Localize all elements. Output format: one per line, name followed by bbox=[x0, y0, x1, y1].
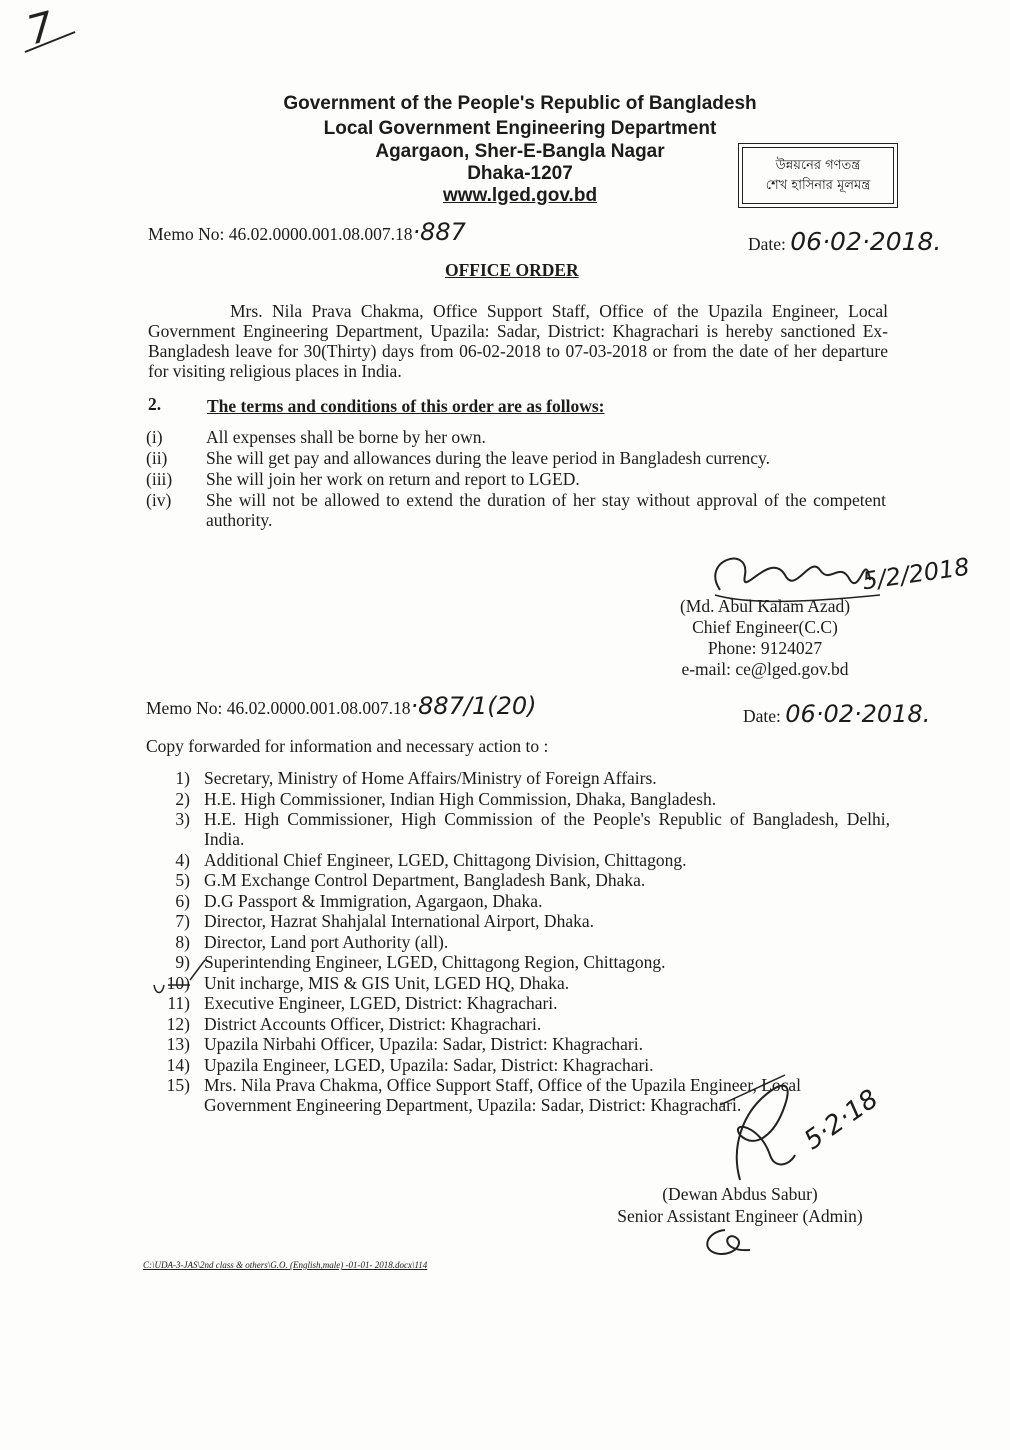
list-item bbox=[150, 911, 890, 931]
list-item-text: G.M Exchange Control Department, Bangladesh Bank, Dhaka. bbox=[204, 870, 646, 890]
memo1-handwritten: ·887 bbox=[412, 218, 466, 246]
list-item-text: Upazila Engineer, LGED, Upazila: Sadar, District: Khagrachari. bbox=[204, 1054, 654, 1075]
list-item-num: 14) bbox=[166, 1054, 190, 1075]
list-item bbox=[150, 952, 890, 972]
memo2-number bbox=[146, 692, 537, 720]
list-item-text: Superintending Engineer, LGED, Chittagong Region, Chittagong. bbox=[204, 952, 666, 972]
corner-mark: 7 bbox=[22, 3, 59, 55]
list-item-num: (iv) bbox=[146, 490, 172, 510]
terms-number: 2. bbox=[148, 394, 162, 414]
list-item-num: 12) bbox=[166, 1013, 190, 1034]
page-title: OFFICE ORDER bbox=[445, 260, 579, 280]
list-item-num: 5) bbox=[175, 870, 190, 890]
list-item-text: H.E. High Commissioner, Indian High Commission, Dhaka, Bangladesh. bbox=[204, 788, 717, 809]
list-item bbox=[150, 789, 890, 809]
list-item-num: 3) bbox=[175, 809, 190, 829]
footer-file-path: C:\UDA-3-JAS\2nd class & others\G.O. (English,male) -01-01- 2018.docx\114 bbox=[143, 1260, 428, 1270]
list-item bbox=[150, 932, 890, 952]
terms-list bbox=[146, 427, 888, 530]
list-item-text: She will get pay and allowances during the leave period in Bangladesh currency. bbox=[206, 448, 771, 468]
memo2-date-value: 06·02·2018. bbox=[785, 700, 931, 728]
list-item bbox=[150, 891, 890, 911]
header-line1: Government of the People's Republic of Bangladesh bbox=[283, 93, 757, 114]
signature2-date: 5·2·18 bbox=[798, 1083, 884, 1157]
memo1-date bbox=[748, 227, 942, 256]
corner-mark-stroke bbox=[20, 20, 80, 60]
list-item bbox=[150, 1034, 890, 1054]
motto-stamp bbox=[738, 143, 898, 208]
list-item bbox=[146, 490, 888, 530]
list-item-text: D.G Passport & Immigration, Agargaon, Dhaka. bbox=[204, 890, 543, 911]
signatory1-block bbox=[650, 596, 880, 680]
list-item-text: Additional Chief Engineer, LGED, Chittagong Division, Chittagong. bbox=[204, 849, 687, 870]
memo1-prefix: Memo No: 46.02.0000.001.08.007.18 bbox=[148, 224, 413, 244]
list-item-num: (ii) bbox=[146, 448, 168, 468]
memo2-prefix: Memo No: 46.02.0000.001.08.007.18 bbox=[146, 698, 411, 718]
signatory1-designation: Chief Engineer(C.C) bbox=[692, 617, 838, 637]
stamp-line2: শেখ হাসিনার মূলমন্ত্র bbox=[765, 177, 871, 193]
list-item-num: 9) bbox=[175, 952, 190, 972]
list-item bbox=[150, 973, 890, 993]
list-item bbox=[150, 993, 890, 1013]
list-item bbox=[150, 870, 890, 890]
signatory1-email: e-mail: ce@lged.gov.bd bbox=[681, 659, 849, 679]
memo1-date-label: Date: bbox=[748, 234, 786, 254]
memo2-intro: Copy forwarded for information and necessary action to : bbox=[146, 736, 549, 756]
signatory2-name: (Dewan Abdus Sabur) bbox=[662, 1184, 818, 1204]
copy-list bbox=[150, 768, 890, 1115]
list-item bbox=[150, 1014, 890, 1034]
list-item-num: 4) bbox=[175, 849, 190, 870]
header-line4: Dhaka-1207 bbox=[467, 163, 573, 184]
list-item-num: (i) bbox=[146, 427, 163, 447]
list-item bbox=[146, 448, 888, 468]
initials-mark bbox=[695, 1222, 755, 1262]
list-item-num: 10) bbox=[166, 972, 190, 993]
memo2-date-label: Date: bbox=[743, 706, 781, 726]
list-item-text: District Accounts Officer, District: Khagrachari. bbox=[204, 1013, 542, 1034]
signatory1-name: (Md. Abul Kalam Azad) bbox=[679, 596, 851, 616]
signatory2-block bbox=[600, 1183, 880, 1227]
list-item bbox=[146, 427, 888, 447]
list-item-num: 6) bbox=[175, 890, 190, 911]
body-paragraph: Mrs. Nila Prava Chakma, Office Support Staff, Office of the Upazila Engineer, Local Government Engineering Department, Upazila: Sadar, District: Khagrachari is hereby sanctioned Ex-Bangladesh leave for 30(Thirty) days from 06-02-2018 to 07-03-2018 or from the date of her departure for visiting religious places in India. bbox=[148, 301, 888, 381]
header-website[interactable]: www.lged.gov.bd bbox=[442, 185, 598, 206]
list-item bbox=[150, 809, 890, 849]
list-item-text: Mrs. Nila Prava Chakma, Office Support Staff, Office of the Upazila Engineer, Local Government Engineering Department, Upazila: Sadar, District: Khagrachari. bbox=[204, 1075, 802, 1115]
list-item-num: 15) bbox=[166, 1075, 190, 1095]
signatory2-designation: Senior Assistant Engineer (Admin) bbox=[617, 1206, 863, 1226]
list-item-text: Unit incharge, MIS & GIS Unit, LGED HQ, Dhaka. bbox=[204, 972, 570, 993]
list-item-num: 1) bbox=[175, 768, 190, 788]
list-item-text: H.E. High Commissioner, High Commission of the People's Republic of Bangladesh, Delhi, India. bbox=[204, 809, 890, 849]
signatory1-phone: Phone: 9124027 bbox=[707, 638, 823, 658]
memo2-date bbox=[743, 700, 931, 728]
list-item-text: Executive Engineer, LGED, District: Khagrachari. bbox=[204, 993, 558, 1013]
list-item-num: 7) bbox=[175, 911, 190, 931]
list-item-text: All expenses shall be borne by her own. bbox=[206, 427, 486, 447]
list-item-num: 11) bbox=[167, 993, 190, 1013]
list-item-num: 8) bbox=[175, 931, 190, 952]
memo1-date-value: 06·02·2018. bbox=[790, 227, 942, 256]
list-item-text: She will join her work on return and report to LGED. bbox=[206, 469, 580, 489]
list-item-text: She will not be allowed to extend the duration of her stay without approval of the competent authority. bbox=[206, 490, 886, 530]
tick-mark bbox=[150, 955, 220, 1005]
list-item-num: (iii) bbox=[146, 469, 173, 489]
list-item-text: Secretary, Ministry of Home Affairs/Ministry of Foreign Affairs. bbox=[204, 768, 657, 788]
list-item-num: 13) bbox=[166, 1034, 190, 1054]
terms-heading: The terms and conditions of this order are as follows: bbox=[207, 396, 605, 416]
list-item-text: Director, Hazrat Shahjalal International Airport, Dhaka. bbox=[204, 911, 594, 931]
memo1-number bbox=[148, 218, 466, 246]
stamp-line1: উন্নয়নের গণতন্ত্র bbox=[775, 157, 861, 173]
list-item-num: 2) bbox=[175, 788, 190, 809]
header-line3: Agargaon, Sher-E-Bangla Nagar bbox=[375, 141, 665, 162]
list-item bbox=[150, 768, 890, 788]
memo2-handwritten: ·887/1(20) bbox=[410, 692, 537, 720]
list-item-text: Director, Land port Authority (all). bbox=[204, 931, 449, 952]
list-item bbox=[146, 469, 888, 489]
header-line2: Local Government Engineering Department bbox=[323, 118, 717, 139]
signature1-date: 5/2/2018 bbox=[860, 552, 972, 596]
list-item bbox=[150, 850, 890, 870]
list-item-text: Upazila Nirbahi Officer, Upazila: Sadar, District: Khagrachari. bbox=[204, 1034, 643, 1054]
